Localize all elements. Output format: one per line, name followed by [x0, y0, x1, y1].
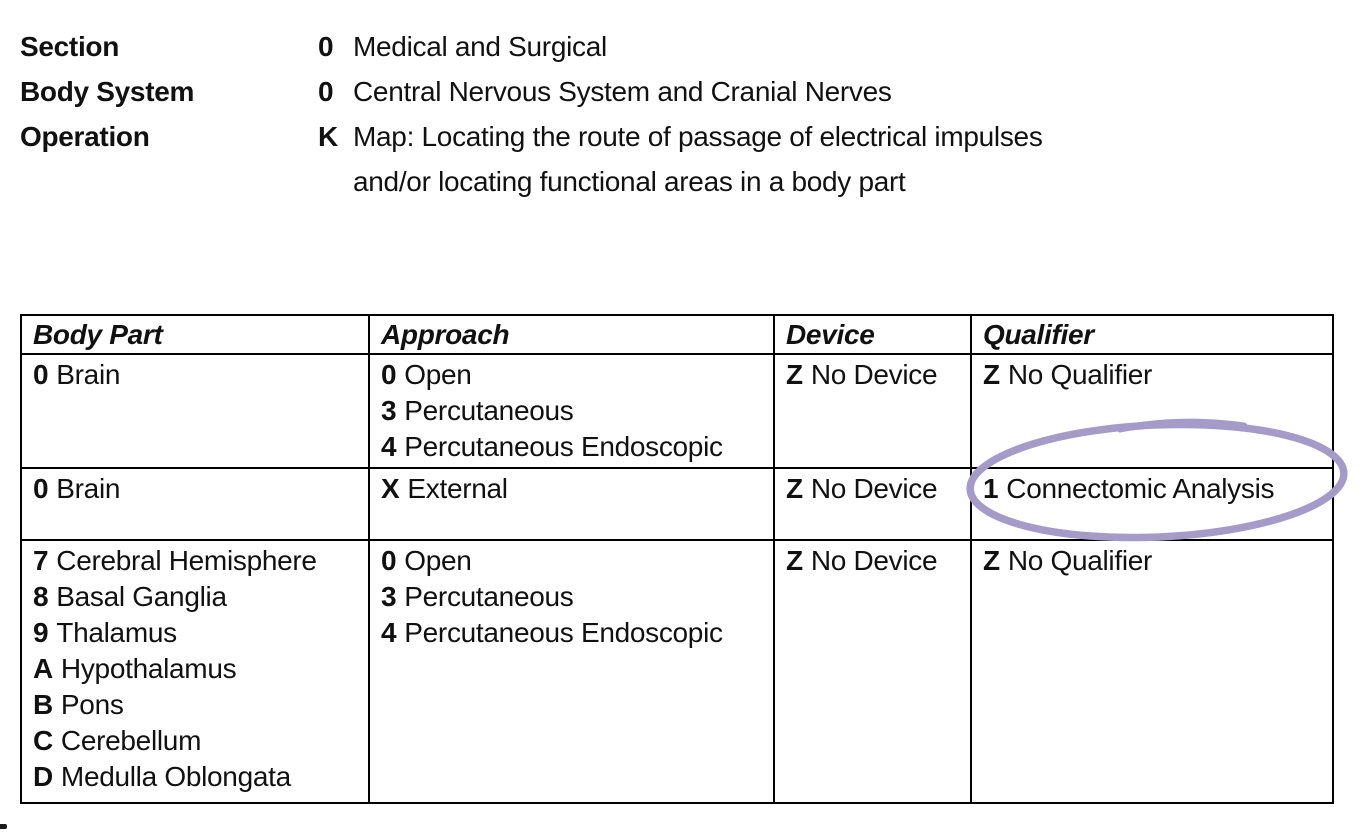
table-row — [21, 354, 1333, 468]
code-header-block — [20, 24, 1220, 204]
code-entry: C Cerebellum — [33, 725, 202, 756]
code-entry: 0 Open — [381, 359, 472, 390]
code-entry: B Pons — [33, 689, 124, 720]
column-header-qualifier: Qualifier — [971, 315, 1333, 354]
header-row-body-system — [20, 69, 1220, 114]
code-entry: 3 Percutaneous — [381, 581, 574, 612]
code-entry: 0 Brain — [33, 473, 121, 504]
code-entry: Z No Device — [786, 359, 938, 390]
section-label: Section — [20, 31, 120, 62]
code-entry: 0 Open — [381, 545, 472, 576]
operation-label: Operation — [20, 121, 150, 152]
code-entry: Z No Qualifier — [983, 545, 1153, 576]
page-edge-artifact — [0, 824, 7, 829]
column-header-device: Device — [774, 315, 971, 354]
code-entry: Z No Device — [786, 473, 938, 504]
table-row — [21, 468, 1333, 540]
approach-cell — [369, 468, 774, 540]
qualifier-cell — [971, 540, 1333, 803]
code-entry: D Medulla Oblongata — [33, 761, 291, 792]
header-row-section — [20, 24, 1220, 69]
code-entry: 3 Percutaneous — [381, 395, 574, 426]
body-part-cell — [21, 354, 369, 468]
code-entry: 4 Percutaneous Endoscopic — [381, 431, 723, 462]
operation-code: K — [318, 121, 338, 152]
code-entry: X External — [381, 473, 508, 504]
body-system-label: Body System — [20, 76, 195, 107]
code-entry: A Hypothalamus — [33, 653, 237, 684]
operation-text — [353, 114, 1043, 204]
header-row-operation — [20, 114, 1220, 204]
body-part-cell — [21, 468, 369, 540]
section-text: Medical and Surgical — [353, 31, 607, 62]
body-system-code: 0 — [318, 76, 334, 107]
code-table — [20, 314, 1334, 804]
code-entry: 4 Percutaneous Endoscopic — [381, 617, 723, 648]
section-code: 0 — [318, 31, 334, 62]
device-cell — [774, 468, 971, 540]
approach-cell — [369, 354, 774, 468]
approach-cell — [369, 540, 774, 803]
column-header-body-part: Body Part — [21, 315, 369, 354]
device-cell — [774, 540, 971, 803]
code-entry: Z No Qualifier — [983, 359, 1153, 390]
device-cell — [774, 354, 971, 468]
table-header-row — [21, 315, 1333, 354]
body-part-cell — [21, 540, 369, 803]
code-entry: 1 Connectomic Analysis — [983, 473, 1275, 504]
code-entry: 9 Thalamus — [33, 617, 177, 648]
column-header-approach: Approach — [369, 315, 774, 354]
operation-text-line-1: Map: Locating the route of passage of electrical impulses — [353, 121, 1043, 152]
table-row — [21, 540, 1333, 803]
code-entry: 8 Basal Ganglia — [33, 581, 227, 612]
code-entry: Z No Device — [786, 545, 938, 576]
operation-text-line-2: and/or locating functional areas in a body part — [353, 166, 906, 197]
body-system-text: Central Nervous System and Cranial Nerves — [353, 76, 892, 107]
qualifier-cell — [971, 468, 1333, 540]
qualifier-cell — [971, 354, 1333, 468]
code-entry: 7 Cerebral Hemisphere — [33, 545, 317, 576]
code-entry: 0 Brain — [33, 359, 121, 390]
code-table-body — [21, 354, 1333, 803]
